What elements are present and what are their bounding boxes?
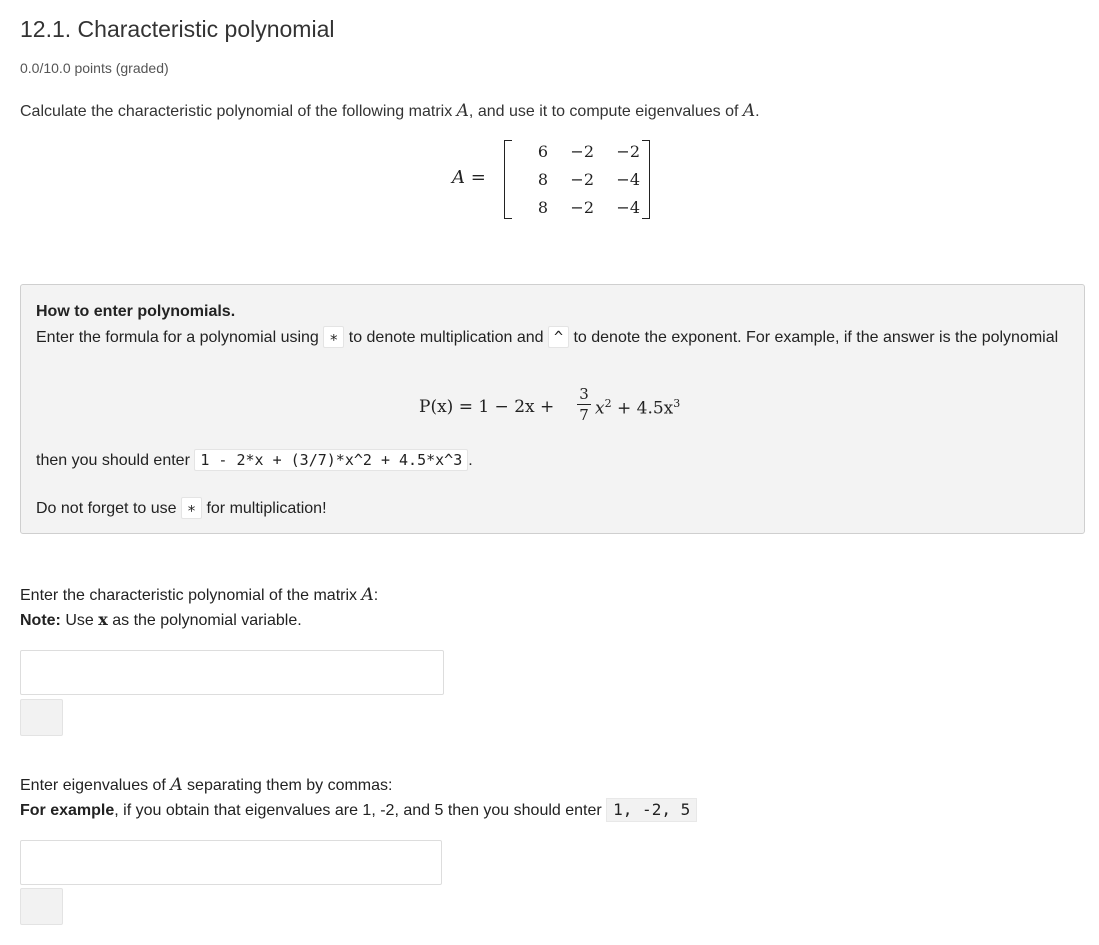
multiplication-reminder: Do not forget to use ∗ for multiplication! bbox=[36, 499, 327, 517]
note-label: Note: bbox=[20, 612, 61, 629]
question-title: 12.1. Characteristic polynomial bbox=[20, 16, 335, 42]
eigenvalues-input-field[interactable] bbox=[21, 841, 441, 884]
variable-x: x bbox=[98, 610, 108, 629]
polynomial-input[interactable] bbox=[20, 650, 444, 695]
eigenvalues-input[interactable] bbox=[20, 840, 442, 885]
formula-part: $x^2 + 4.5x^3$ bbox=[595, 397, 681, 419]
help-instructions: Enter the formula for a polynomial using ∗ to denote multiplication and ^ to denote the exponent. For example, if the answer is the polynomial bbox=[36, 328, 1059, 346]
matrix-cell: −4 bbox=[616, 170, 640, 189]
example-entry-line: then you should enter 1 - 2*x + (3/7)*x^2 + 4.5*x^3 . bbox=[36, 451, 473, 469]
polynomial-input-field[interactable] bbox=[21, 651, 443, 694]
points-status: 0.0/10.0 points (graded) bbox=[20, 60, 169, 76]
polynomial-question-label: Enter the characteristic polynomial of the matrix A: Note: Use x as the polynomial variable. bbox=[20, 585, 379, 629]
eigenvalues-example-code: 1, -2, 5 bbox=[606, 798, 697, 822]
question-prompt bbox=[20, 101, 760, 121]
help-heading: How to enter polynomials. bbox=[36, 303, 236, 320]
example-input-code: 1 - 2*x + (3/7)*x^2 + 4.5*x^3 bbox=[194, 449, 468, 471]
polynomial-submit-button[interactable] bbox=[20, 699, 63, 736]
example-formula bbox=[419, 385, 719, 431]
mult-symbol: ∗ bbox=[181, 497, 202, 519]
matrix-grid bbox=[514, 142, 640, 218]
prompt-matrix-var: A bbox=[456, 101, 469, 121]
exponent-symbol: ^ bbox=[548, 326, 569, 348]
matrix-cell: −2 bbox=[570, 142, 594, 161]
formula-fraction: 3 7 bbox=[577, 385, 591, 424]
matrix-cell: 8 bbox=[537, 170, 548, 189]
eigenvalues-submit-button[interactable] bbox=[20, 888, 63, 925]
prompt-text: Calculate the characteristic polynomial of the following matrix bbox=[20, 103, 457, 120]
matrix-right-bracket bbox=[642, 140, 650, 219]
eigenvalues-question-label: Enter eigenvalues of A separating them by commas: For example, if you obtain that eigenvalues are 1, -2, and 5 then you should enter 1, -2, 5 bbox=[20, 773, 697, 823]
matrix-cell: −2 bbox=[570, 170, 594, 189]
formula-part: P(x) = 1 − 2x + bbox=[419, 397, 555, 417]
matrix-left-bracket bbox=[504, 140, 512, 219]
matrix-lhs: A = bbox=[452, 167, 486, 188]
prompt-text-middle: , and use it to compute eigenvalues of bbox=[468, 103, 743, 120]
matrix-cell: −2 bbox=[616, 142, 640, 161]
matrix-cell: 6 bbox=[537, 142, 548, 161]
example-label: For example bbox=[20, 802, 115, 819]
prompt-text-end: . bbox=[755, 103, 760, 120]
polynomial-help-box bbox=[20, 284, 1085, 534]
matrix-cell: −4 bbox=[616, 198, 640, 217]
matrix-display bbox=[452, 140, 672, 220]
prompt-matrix-var-2: A bbox=[742, 101, 756, 121]
matrix-cell: 8 bbox=[537, 198, 548, 217]
mult-symbol: ∗ bbox=[323, 326, 344, 348]
matrix-cell: −2 bbox=[570, 198, 594, 217]
